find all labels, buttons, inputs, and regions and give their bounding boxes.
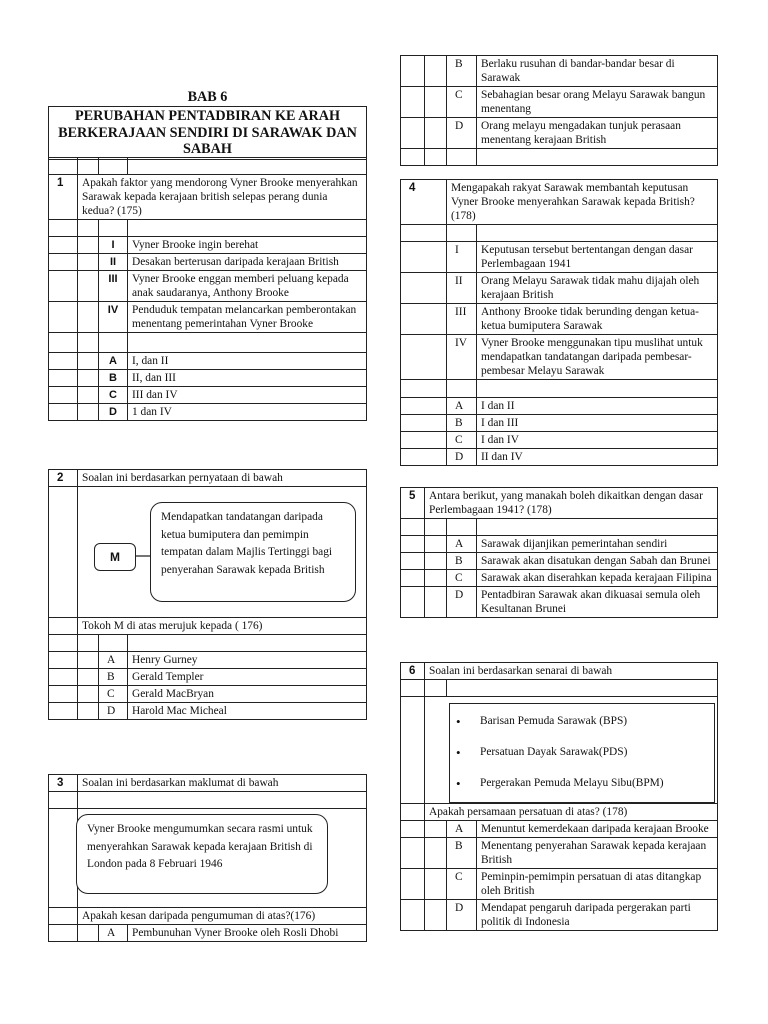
question-2 (48, 469, 367, 720)
statement-numeral: III (99, 271, 128, 302)
question-3-table (48, 774, 367, 942)
question-3-continued (400, 55, 718, 166)
option-letter: B (447, 553, 477, 570)
option-letter: D (447, 449, 477, 466)
statement-numeral: II (447, 273, 477, 304)
statement-numeral: I (99, 237, 128, 254)
statement-numeral: I (447, 242, 477, 273)
statement-text: Anthony Brooke tidak berunding dengan ketua-ketua bumiputera Sarawak (477, 304, 718, 335)
option-d[interactable]: 1 dan IV (128, 404, 367, 421)
organisation-list (450, 706, 714, 799)
question-text: Tokoh M di atas merujuk kepada ( 176) (78, 618, 367, 635)
stimulus-cell (78, 809, 367, 908)
question-intro: Soalan ini berdasarkan pernyataan di bawah (78, 470, 367, 487)
option-c[interactable]: I dan IV (477, 432, 718, 449)
question-number: 1 (49, 175, 78, 220)
option-letter: A (447, 536, 477, 553)
statement-text: Vyner Brooke ingin berehat (128, 237, 367, 254)
option-letter: B (99, 669, 128, 686)
option-d[interactable]: II dan IV (477, 449, 718, 466)
option-a[interactable]: Menuntut kemerdekaan daripada kerajaan Brooke (477, 821, 718, 838)
option-letter: D (447, 118, 477, 149)
question-3-continued-table (400, 55, 718, 166)
question-text: Antara berikut, yang manakah boleh dikaitkan dengan dasar Perlembagaan 1941? (178) (425, 488, 718, 519)
statement-text: Vyner Brooke enggan memberi peluang kepada anak saudaranya, Anthony Brooke (128, 271, 367, 302)
option-letter: B (447, 415, 477, 432)
option-letter: B (99, 370, 128, 387)
statement-numeral: IV (447, 335, 477, 380)
question-3 (48, 774, 367, 942)
question-5-table (400, 487, 718, 618)
option-letter: C (99, 387, 128, 404)
stimulus-cell (425, 697, 718, 804)
option-d[interactable]: Orang melayu mengadakan tunjuk perasaan menentang kerajaan British (477, 118, 718, 149)
option-c[interactable]: Sebahagian besar orang Melayu Sarawak bangun menentang (477, 87, 718, 118)
question-6 (400, 662, 718, 931)
option-letter: A (99, 925, 128, 942)
question-text: Apakah kesan daripada pengumuman di atas?(176) (78, 908, 367, 925)
option-b[interactable]: Berlaku rusuhan di bandar-bandar besar di Sarawak (477, 56, 718, 87)
option-a[interactable]: Pembunuhan Vyner Brooke oleh Rosli Dhobi (128, 925, 367, 942)
option-letter: C (447, 432, 477, 449)
statement-numeral: II (99, 254, 128, 271)
option-letter: A (447, 398, 477, 415)
option-letter: D (99, 703, 128, 720)
option-letter: D (99, 404, 128, 421)
question-4-table (400, 179, 718, 466)
chapter-title: PERUBAHAN PENTADBIRAN KE ARAH BERKERAJAAN SENDIRI DI SARAWAK DAN SABAH (49, 107, 367, 160)
question-text: Apakah persamaan persatuan di atas? (178) (425, 804, 718, 821)
question-2-table (48, 469, 367, 720)
option-letter: C (99, 686, 128, 703)
option-d[interactable]: Mendapat pengaruh daripada pergerakan parti politik di Indonesia (477, 900, 718, 931)
option-letter: A (99, 652, 128, 669)
option-a[interactable]: Sarawak dijanjikan pemerintahan sendiri (477, 536, 718, 553)
statement-text: Penduduk tempatan melancarkan pemberontakan menentang pemerintahan Vyner Brooke (128, 302, 367, 333)
option-letter: D (447, 587, 477, 618)
title-table (48, 106, 367, 160)
list-item: • Persatuan Dayak Sarawak(PDS) (450, 737, 714, 768)
question-intro: Soalan ini berdasarkan senarai di bawah (425, 663, 718, 680)
question-6-table (400, 662, 718, 931)
information-box: Vyner Brooke mengumumkan secara rasmi untuk menyerahkan Sarawak kepada kerajaan British di London pada 8 Februari 1946 (76, 814, 328, 894)
question-5 (400, 487, 718, 618)
option-letter: A (99, 353, 128, 370)
option-b[interactable]: Gerald Templer (128, 669, 367, 686)
question-number: 3 (49, 775, 78, 792)
statement-numeral: IV (99, 302, 128, 333)
option-b[interactable]: Sarawak akan disatukan dengan Sabah dan Brunei (477, 553, 718, 570)
question-number: 6 (401, 663, 425, 680)
list-item: • Pergerakan Pemuda Melayu Sibu(BPM) (450, 768, 714, 799)
option-a[interactable]: I, dan II (128, 353, 367, 370)
organisation-list-box (449, 703, 715, 803)
option-c[interactable]: Gerald MacBryan (128, 686, 367, 703)
question-text: Mengapakah rakyat Sarawak membantah keputusan Vyner Brooke menyerahkan Sarawak kepada British? (178) (447, 180, 718, 225)
stimulus-cell (78, 487, 367, 618)
option-letter: B (447, 838, 477, 869)
list-item: • Barisan Pemuda Sarawak (BPS) (450, 706, 714, 737)
option-c[interactable]: Sarawak akan diserahkan kepada kerajaan Filipina (477, 570, 718, 587)
option-letter: C (447, 570, 477, 587)
option-b[interactable]: II, dan III (128, 370, 367, 387)
question-intro: Soalan ini berdasarkan maklumat di bawah (78, 775, 367, 792)
option-letter: B (447, 56, 477, 87)
option-d[interactable]: Harold Mac Micheal (128, 703, 367, 720)
option-b[interactable]: Menentang penyerahan Sarawak kepada kerajaan British (477, 838, 718, 869)
question-4 (400, 179, 718, 466)
statement-text: Desakan berterusan daripada kerajaan British (128, 254, 367, 271)
option-c[interactable]: III dan IV (128, 387, 367, 404)
chapter-label: BAB 6 (187, 89, 228, 105)
option-letter: D (447, 900, 477, 931)
chapter-heading (48, 89, 367, 160)
statement-text: Vyner Brooke menggunakan tipu muslihat untuk mendapatkan tandatangan daripada pembesar-pembesar Melayu Sarawak (477, 335, 718, 380)
question-number: 5 (401, 488, 425, 519)
option-b[interactable]: I dan III (477, 415, 718, 432)
question-1-table (48, 157, 367, 421)
option-letter: C (447, 87, 477, 118)
question-1 (48, 157, 367, 421)
question-text: Apakah faktor yang mendorong Vyner Brooke menyerahkan Sarawak kepada kerajaan british selepas perang dunia kedua? (175) (78, 175, 367, 220)
statement-text: Keputusan tersebut bertentangan dengan dasar Perlembagaan 1941 (477, 242, 718, 273)
question-number: 2 (49, 470, 78, 487)
statement-text: Orang Melayu Sarawak tidak mahu dijajah oleh kerajaan British (477, 273, 718, 304)
statement-box: Mendapatkan tandatangan daripada ketua bumiputera dan pemimpin tempatan dalam Majlis Tertinggi bagi penyerahan Sarawak kepada British (150, 502, 356, 602)
option-a[interactable]: I dan II (477, 398, 718, 415)
option-a[interactable]: Henry Gurney (128, 652, 367, 669)
figure-m-label: M (94, 543, 136, 571)
option-letter: A (447, 821, 477, 838)
statement-numeral: III (447, 304, 477, 335)
option-c[interactable]: Peminpin-pemimpin persatuan di atas ditangkap oleh British (477, 869, 718, 900)
option-letter: C (447, 869, 477, 900)
option-d[interactable]: Pentadbiran Sarawak akan dikuasai semula oleh Kesultanan Brunei (477, 587, 718, 618)
question-number: 4 (401, 180, 447, 225)
